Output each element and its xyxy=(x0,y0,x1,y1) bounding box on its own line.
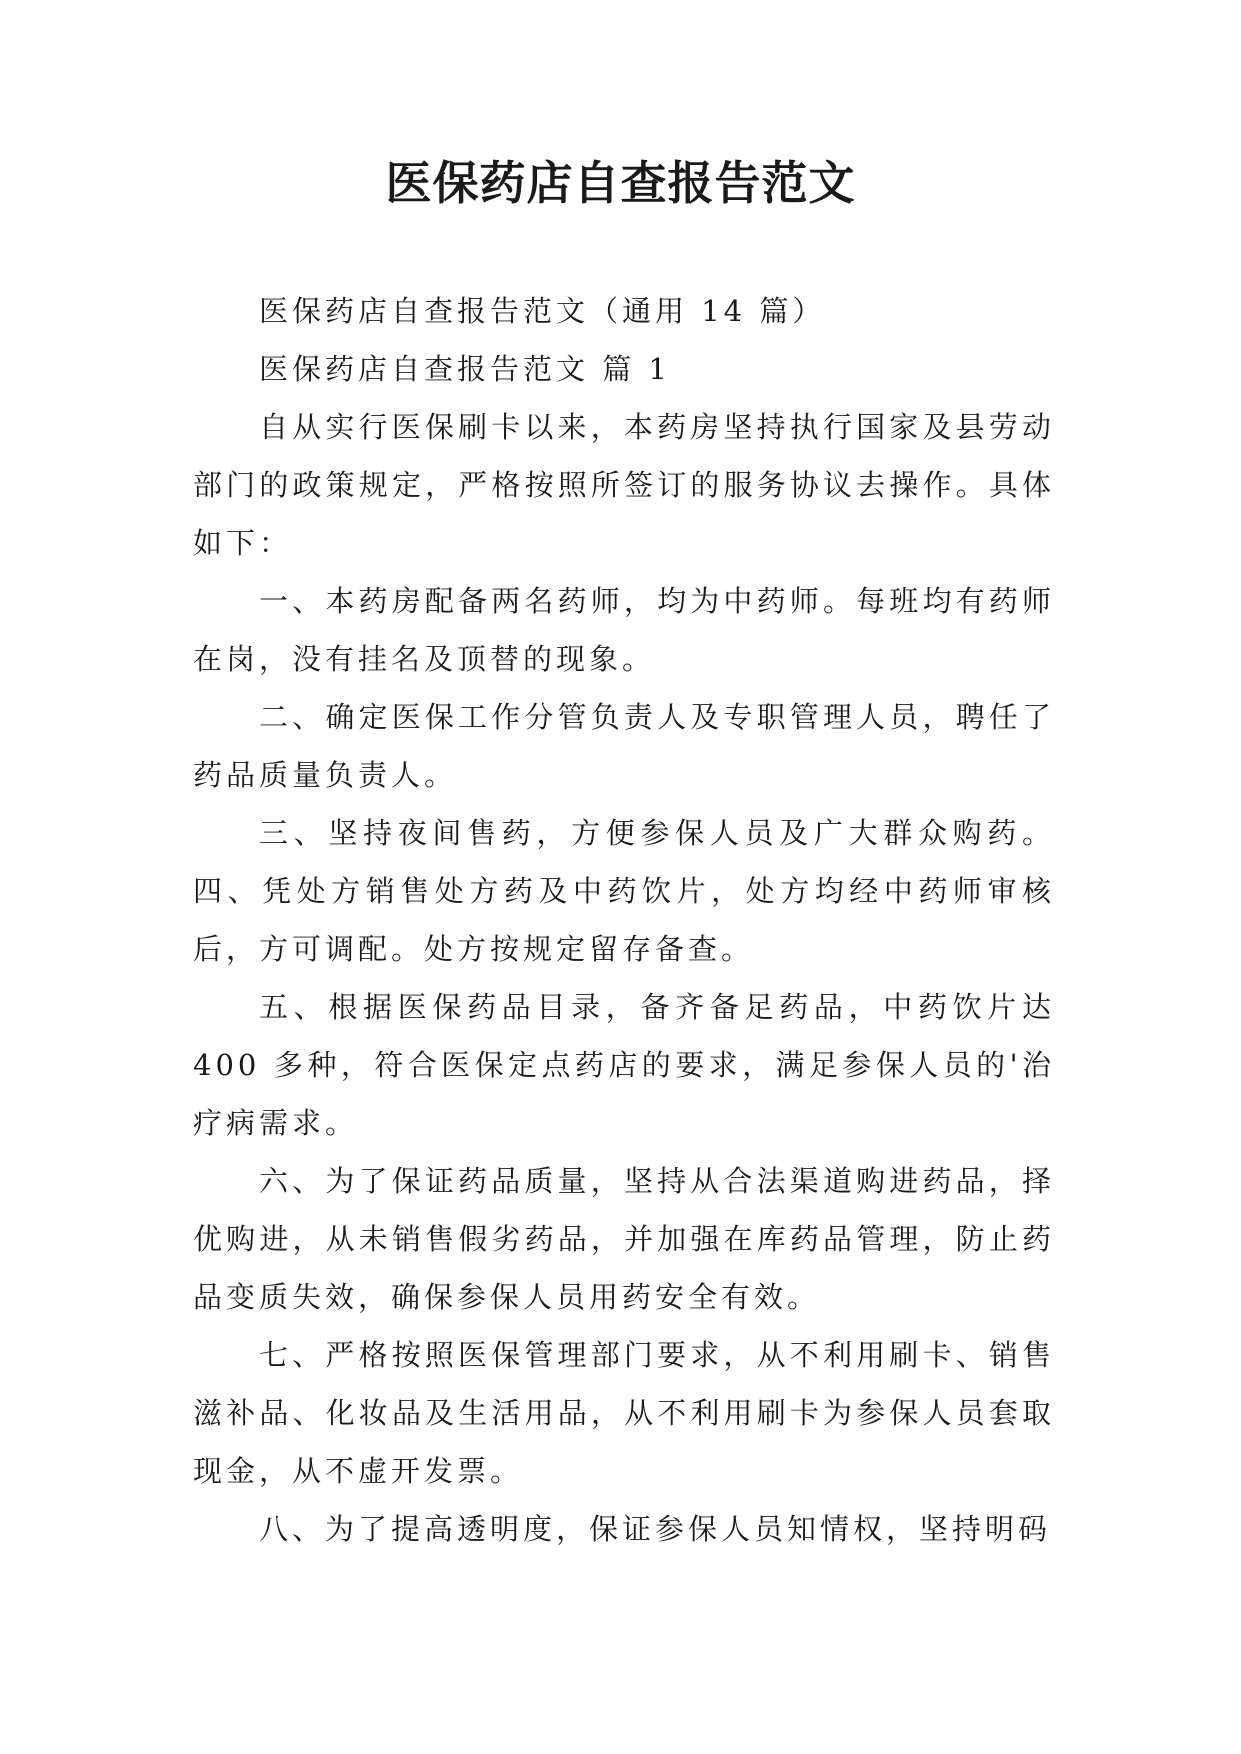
paragraph-item-8: 八、为了提高透明度，保证参保人员知情权，坚持明码 xyxy=(259,1512,1052,1546)
paragraph-item-3-4: 三、坚持夜间售药，方便参保人员及广大群众购药。四、凭处方销售处方药及中药饮片，处方均经中药师审核后，方可调配。处方按规定留存备查。 xyxy=(193,816,1055,966)
paragraph-item-6: 六、为了保证药品质量，坚持从合法渠道购进药品，择优购进，从未销售假劣药品，并加强在库药品管理，防止药品变质失效，确保参保人员用药安全有效。 xyxy=(193,1164,1055,1314)
document-title: 医保药店自查报告范文 xyxy=(385,156,856,210)
paragraph-item-5: 五、根据医保药品目录，备齐备足药品，中药饮片达 400 多种，符合医保定点药店的要求，满足参保人员的'治疗病需求。 xyxy=(193,990,1055,1140)
paragraph-subtitle: 医保药店自查报告范文（通用 14 篇） xyxy=(259,294,826,328)
paragraph-section-heading: 医保药店自查报告范文 篇 1 xyxy=(259,352,671,386)
paragraph-item-7: 七、严格按照医保管理部门要求，从不利用刷卡、销售滋补品、化妆品及生活用品，从不利用刷卡为参保人员套取现金，从不虚开发票。 xyxy=(193,1338,1055,1488)
paragraph-intro: 自从实行医保刷卡以来，本药房坚持执行国家及县劳动部门的政策规定，严格按照所签订的服务协议去操作。具体如下： xyxy=(193,410,1055,560)
document-body xyxy=(193,282,1055,1558)
paragraph-item-2: 二、确定医保工作分管负责人及专职管理人员，聘任了药品质量负责人。 xyxy=(193,700,1055,792)
paragraph-item-1: 一、本药房配备两名药师，均为中药师。每班均有药师在岗，没有挂名及顶替的现象。 xyxy=(193,584,1055,676)
